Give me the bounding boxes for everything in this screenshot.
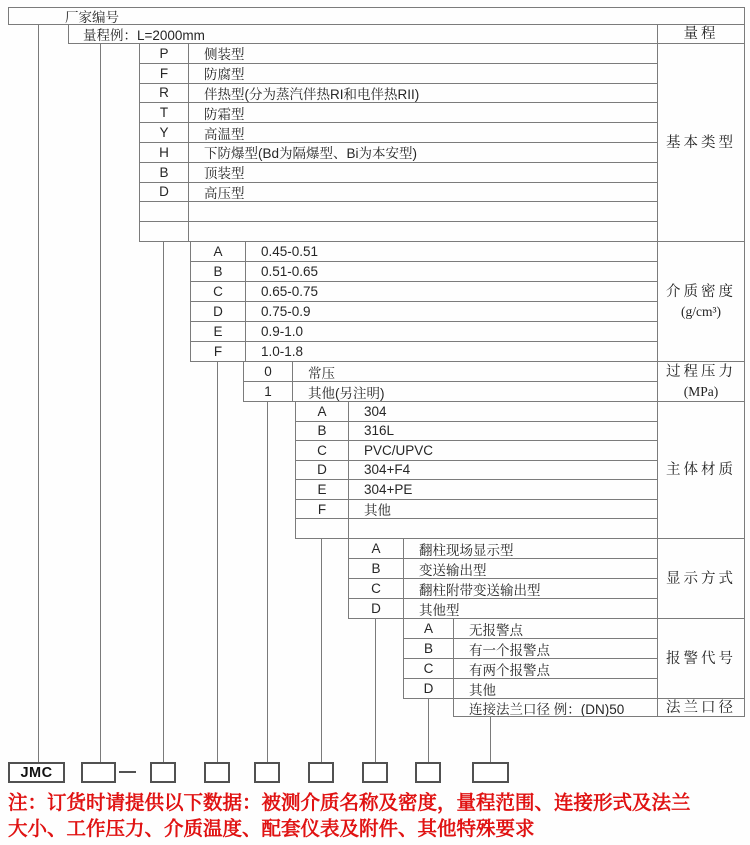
table-row: [404, 659, 657, 679]
code-cell: P: [140, 44, 189, 63]
code-cell: B: [191, 262, 246, 281]
table-row: [191, 242, 657, 262]
range-example-row: [68, 24, 657, 44]
code-cell: A: [296, 402, 349, 421]
desc-cell: 1.0-1.8: [261, 344, 304, 359]
code-cell: A: [404, 619, 454, 638]
desc-cell: 翻柱附带变送输出型: [419, 582, 541, 598]
code-cell: E: [191, 322, 246, 341]
desc-cell: 侧装型: [204, 47, 245, 63]
connector-line: [267, 402, 268, 762]
connector-line: [428, 699, 429, 762]
label-text: 过程压力: [666, 363, 736, 380]
ordering-note-line-1: 注：订货时请提供以下数据：被测介质名称及密度，量程范围、连接形式及法兰: [8, 792, 691, 814]
desc-cell: [189, 202, 657, 221]
model-code-box-pressure: [254, 762, 280, 783]
ordering-note-line-2: 大小、工作压力、介质温度、配套仪表及附件、其他特殊要求: [8, 818, 535, 840]
code-cell: [296, 519, 349, 538]
table-row: [140, 222, 657, 242]
desc-cell: 下防爆型(Bd为隔爆型、Bi为本安型): [204, 146, 418, 162]
table-row: [140, 84, 657, 104]
code-cell: [140, 222, 189, 241]
desc-cell: 0.65-0.75: [261, 284, 319, 299]
model-code-box-basic-type: [150, 762, 176, 783]
alarm-code-table: [403, 619, 657, 699]
code-cell: A: [349, 539, 404, 558]
category-label-basic-type: [657, 44, 745, 242]
table-row: [296, 402, 657, 422]
material-table: [295, 402, 657, 539]
connector-line: [217, 362, 218, 762]
connector-line: [100, 44, 101, 762]
table-row: [191, 282, 657, 302]
density-table: [190, 242, 657, 362]
code-cell: D: [404, 679, 454, 698]
table-row: [244, 362, 657, 382]
desc-cell: [349, 519, 657, 538]
connector-line: [38, 24, 39, 762]
table-row: [349, 539, 657, 559]
category-label-pressure: [657, 362, 745, 402]
desc-cell: 其他型: [419, 602, 460, 618]
desc-cell: 其他(另注明): [308, 385, 385, 401]
code-cell: F: [191, 342, 246, 361]
code-cell: B: [349, 559, 404, 578]
model-code-box-density: [204, 762, 230, 783]
code-cell: B: [404, 639, 454, 658]
category-label-alarm-code: [657, 619, 745, 699]
desc-cell: 高温型: [204, 126, 245, 142]
label-text: 量程: [683, 25, 719, 42]
desc-cell: 常压: [308, 365, 335, 381]
desc-cell: 防腐型: [204, 67, 245, 83]
table-row: [140, 183, 657, 203]
code-cell: B: [296, 422, 349, 441]
table-row: [296, 519, 657, 539]
desc-cell: 翻柱现场显示型: [419, 542, 514, 558]
model-code-box-display-mode: [362, 762, 388, 783]
table-row: [140, 202, 657, 222]
table-row: [454, 699, 657, 717]
model-code-box-flange-size: [472, 762, 509, 783]
connector-line: [163, 242, 164, 762]
code-cell: 0: [244, 362, 293, 381]
table-row: [296, 480, 657, 500]
code-cell: R: [140, 84, 189, 103]
table-row: [191, 322, 657, 342]
code-cell: D: [349, 599, 404, 618]
table-row: [296, 461, 657, 481]
code-cell: B: [140, 163, 189, 182]
desc-cell: 0.45-0.51: [261, 244, 319, 259]
code-cell: C: [349, 579, 404, 598]
category-label-range: [657, 24, 745, 44]
table-row: [296, 441, 657, 461]
factory-code-label: 厂家编号: [65, 10, 119, 25]
category-label-material: [657, 402, 745, 539]
label-text: 基本类型: [666, 134, 736, 151]
code-cell: F: [296, 500, 349, 519]
code-cell: C: [404, 659, 454, 678]
label-unit: (MPa): [683, 383, 719, 399]
code-cell: H: [140, 143, 189, 162]
table-row: [244, 382, 657, 402]
desc-cell: 高压型: [204, 185, 245, 201]
category-label-flange-size: [657, 699, 745, 717]
category-label-density: [657, 242, 745, 362]
desc-cell: 顶装型: [204, 166, 245, 182]
label-text: 显示方式: [666, 570, 736, 587]
factory-code-box: [8, 7, 745, 25]
code-cell: A: [191, 242, 246, 261]
table-row: [349, 579, 657, 599]
model-code-box-range: [81, 762, 116, 783]
table-row: [349, 599, 657, 619]
desc-cell: 304+PE: [364, 482, 413, 498]
desc-cell: 防霜型: [204, 106, 245, 122]
table-row: [349, 559, 657, 579]
table-row: [296, 422, 657, 442]
table-row: [140, 103, 657, 123]
desc-cell: 其他: [364, 503, 391, 519]
category-label-display-mode: [657, 539, 745, 619]
table-row: [191, 342, 657, 362]
range-example-text: 量程例：L=2000mm: [83, 27, 205, 43]
desc-cell: 304: [364, 403, 387, 419]
label-text: 报警代号: [666, 650, 736, 667]
connector-line: [375, 619, 376, 762]
model-prefix-box: [8, 762, 65, 783]
code-cell: E: [296, 480, 349, 499]
display-mode-table: [348, 539, 657, 619]
table-row: [140, 44, 657, 64]
pressure-table: [243, 362, 657, 402]
desc-cell: 有两个报警点: [469, 662, 550, 678]
connector-line: [321, 539, 322, 762]
desc-cell: 0.51-0.65: [261, 264, 319, 279]
desc-cell: 316L: [364, 423, 395, 439]
desc-cell: 变送输出型: [419, 562, 487, 578]
table-row: [140, 123, 657, 143]
ordering-note: [8, 790, 746, 842]
desc-cell: 0.75-0.9: [261, 304, 311, 319]
model-code-box-material: [308, 762, 334, 783]
code-cell: [140, 202, 189, 221]
desc-cell: 伴热型(分为蒸汽伴热RI和电伴热RII): [204, 87, 420, 102]
table-row: [191, 262, 657, 282]
label-text: 法兰口径: [666, 699, 736, 716]
flange-size-text: 连接法兰口径 例：(DN)50: [469, 701, 625, 716]
model-prefix: JMC: [20, 764, 53, 781]
desc-cell: 其他: [469, 682, 496, 698]
code-cell: D: [296, 461, 349, 480]
table-row: [140, 64, 657, 84]
label-text: 主体材质: [666, 462, 736, 478]
model-separator-dash: [119, 771, 136, 773]
model-code-box-alarm-code: [415, 762, 441, 783]
table-row: [140, 143, 657, 163]
basic-type-table: [139, 44, 657, 242]
label-unit: (g/cm³): [680, 303, 722, 319]
table-row: [404, 639, 657, 659]
desc-cell: 有一个报警点: [469, 642, 550, 658]
table-row: [296, 500, 657, 520]
table-row: [404, 679, 657, 699]
code-cell: F: [140, 64, 189, 83]
code-cell: C: [296, 441, 349, 460]
code-cell: 1: [244, 382, 293, 401]
label-text: 介质密度: [666, 283, 736, 300]
code-cell: D: [140, 183, 189, 202]
desc-cell: 0.9-1.0: [261, 324, 304, 339]
table-row: [191, 302, 657, 322]
table-row: [140, 163, 657, 183]
code-cell: Y: [140, 123, 189, 142]
desc-cell: [189, 222, 657, 241]
code-cell: C: [191, 282, 246, 301]
desc-cell: 无报警点: [469, 622, 523, 638]
desc-cell: PVC/UPVC: [364, 442, 434, 458]
connector-line: [490, 717, 491, 762]
table-row: [404, 619, 657, 639]
flange-size-row: [453, 699, 657, 717]
code-cell: T: [140, 103, 189, 122]
desc-cell: 304+F4: [364, 462, 411, 478]
code-cell: D: [191, 302, 246, 321]
